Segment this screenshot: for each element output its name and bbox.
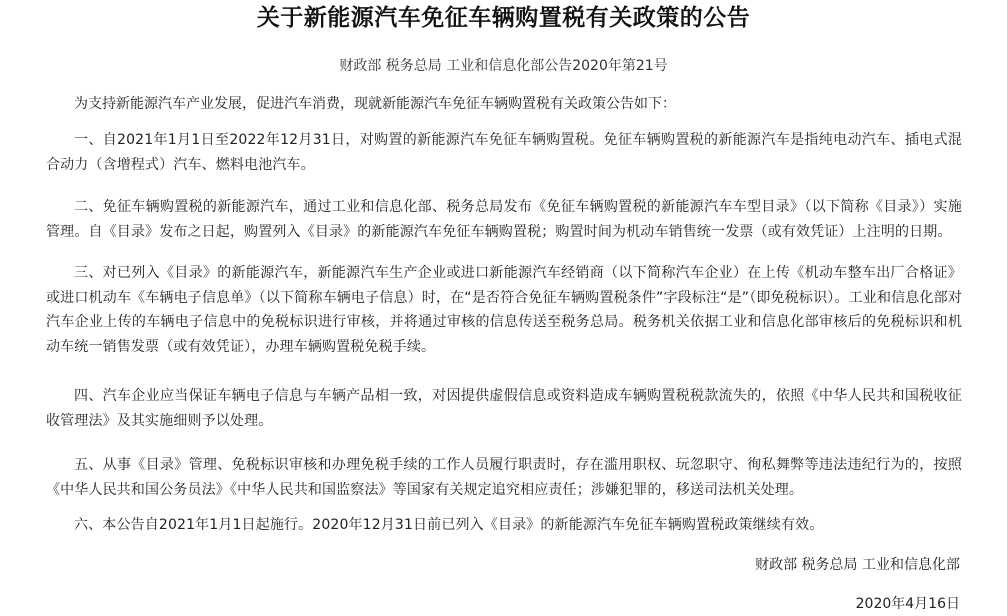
issuing-departments: 财政部 税务总局 工业和信息化部 (755, 557, 960, 573)
article-paragraph-3: 三、对已列入《目录》的新能源汽车，新能源汽车生产企业或进口新能源汽车经销商（以下简称汽车企业）在上传《机动车整车出厂合格证》或进口机动车《车辆电子信息单》（以下简称车辆电子信息）时，在“是否符合免征车辆购置税条件”字段标注“是”（即免税标识）。工业和信息化部对汽车企业上传的车辆电子信息中的免税标识进行审核，并将通过审核的信息传送至税务总局。税务机关依据工业和信息化部审核后的免税标识和机动车统一销售发票（或有效凭证），办理车辆购置税免税手续。 (46, 265, 962, 355)
issue-date: 2020年4月16日 (855, 596, 960, 612)
article-paragraph-2: 二、免征车辆购置税的新能源汽车，通过工业和信息化部、税务总局发布《免征车辆购置税的新能源汽车车型目录》（以下简称《目录》）实施管理。自《目录》发布之日起，购置列入《目录》的新能源汽车免征车辆购置税；购置时间为机动车销售统一发票（或有效凭证）上注明的日期。 (46, 199, 962, 240)
intro-paragraph: 为支持新能源汽车产业发展，促进汽车消费，现就新能源汽车免征车辆购置税有关政策公告如下： (74, 96, 676, 112)
document-title: 关于新能源汽车免征车辆购置税有关政策的公告 (256, 5, 751, 31)
article-paragraph-4: 四、汽车企业应当保证车辆电子信息与车辆产品相一致，对因提供虚假信息或资料造成车辆购置税税款流失的，依照《中华人民共和国税收征收管理法》及其实施细则予以处理。 (46, 388, 962, 429)
announcement-number: 财政部 税务总局 工业和信息化部公告2020年第21号 (339, 58, 668, 74)
article-paragraph-5: 五、从事《目录》管理、免税标识审核和办理免税手续的工作人员履行职责时，存在滥用职权、玩忽职守、徇私舞弊等违法违纪行为的，按照《中华人民共和国公务员法》《中华人民共和国监察法》等国家有关规定追究相应责任；涉嫌犯罪的，移送司法机关处理。 (46, 457, 962, 498)
article-paragraph-6: 六、本公告自2021年1月1日起施行。2020年12月31日前已列入《目录》的新能源汽车免征车辆购置税政策继续有效。 (74, 517, 824, 533)
article-paragraph-1: 一、自2021年1月1日至2022年12月31日，对购置的新能源汽车免征车辆购置税。免征车辆购置税的新能源汽车是指纯电动汽车、插电式混合动力（含增程式）汽车、燃料电池汽车。 (46, 132, 962, 173)
